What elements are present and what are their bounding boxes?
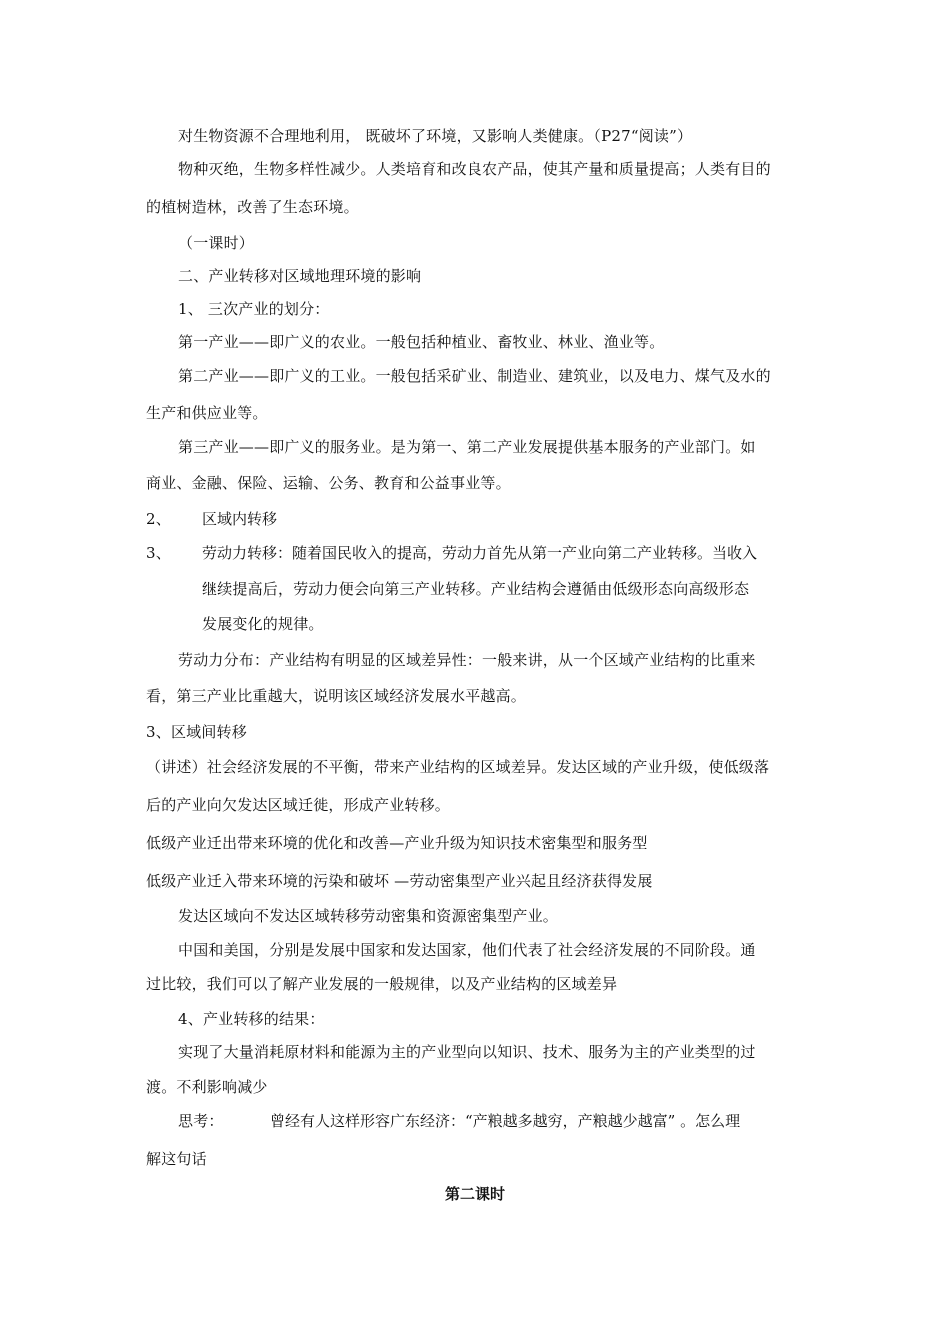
list-number: 思考： <box>178 1112 224 1130</box>
text-line: 过比较，我们可以了解产业发展的一般规律，以及产业结构的区域差异 <box>146 975 618 993</box>
text-line: （一课时） <box>178 234 255 252</box>
section-title: 第二课时 <box>444 1185 505 1203</box>
text-line: 后的产业向欠发达区域迁徙，形成产业转移。 <box>146 796 451 814</box>
text-line: 解这句话 <box>146 1150 207 1168</box>
list-number: 3、 <box>146 544 171 562</box>
text-line: 实现了大量消耗原材料和能源为主的产业型向以知识、技术、服务为主的产业类型的过 <box>178 1043 756 1061</box>
text-line: 第三产业——即广义的服务业。是为第一、第二产业发展提供基本服务的产业部门。如 <box>178 438 756 456</box>
text-line: 发达区域向不发达区域转移劳动密集和资源密集型产业。 <box>178 907 559 925</box>
text-line: （讲述）社会经济发展的不平衡，带来产业结构的区域差异。发达区域的产业升级，使低级落 <box>146 758 770 776</box>
text-line: 3、区域间转移 <box>146 723 247 741</box>
text-line: 继续提高后，劳动力便会向第三产业转移。产业结构会遵循由低级形态向高级形态 <box>202 580 750 598</box>
list-item-text: 劳动力转移：随着国民收入的提高，劳动力首先从第一产业向第二产业转移。当收入 <box>202 544 758 562</box>
section-heading: 二、产业转移对区域地理环境的影响 <box>178 267 422 285</box>
text-line: 曾经有人这样形容广东经济：“产粮越多越穷，产粮越少越富” 。怎么理 <box>270 1112 741 1130</box>
text-line: 商业、金融、保险、运输、公务、教育和公益事业等。 <box>146 474 511 492</box>
text-line: 生产和供应业等。 <box>146 404 268 422</box>
text-line: 对生物资源不合理地利用， 既破坏了环境，又影响人类健康。（P27“阅读”） <box>178 127 693 145</box>
text-line: 第二产业——即广义的工业。一般包括采矿业、制造业、建筑业，以及电力、煤气及水的 <box>178 367 771 385</box>
text-line: 低级产业迁入带来环境的污染和破坏 —劳动密集型产业兴起且经济获得发展 <box>146 872 653 890</box>
text-line: 1、 三次产业的划分： <box>178 300 330 318</box>
text-line: 劳动力分布：产业结构有明显的区域差异性：一般来讲，从一个区域产业结构的比重来 <box>178 651 756 669</box>
text-line: 中国和美国，分别是发展中国家和发达国家，他们代表了社会经济发展的不同阶段。通 <box>178 941 756 959</box>
text-line: 物种灭绝，生物多样性减少。人类培育和改良农产品，使其产量和质量提高；人类有目的 <box>178 160 771 178</box>
list-item-text: 区域内转移 <box>202 510 278 528</box>
text-line: 低级产业迁出带来环境的优化和改善—产业升级为知识技术密集型和服务型 <box>146 834 648 852</box>
text-line: 第一产业——即广义的农业。一般包括种植业、畜牧业、林业、渔业等。 <box>178 333 665 351</box>
list-number: 2、 <box>146 510 171 528</box>
text-line: 的植树造林，改善了生态环境。 <box>146 198 359 216</box>
text-line: 发展变化的规律。 <box>202 615 324 633</box>
text-line: 渡。不利影响减少 <box>146 1078 268 1096</box>
text-line: 看，第三产业比重越大，说明该区域经济发展水平越高。 <box>146 687 527 705</box>
text-line: 4、产业转移的结果： <box>178 1010 325 1028</box>
